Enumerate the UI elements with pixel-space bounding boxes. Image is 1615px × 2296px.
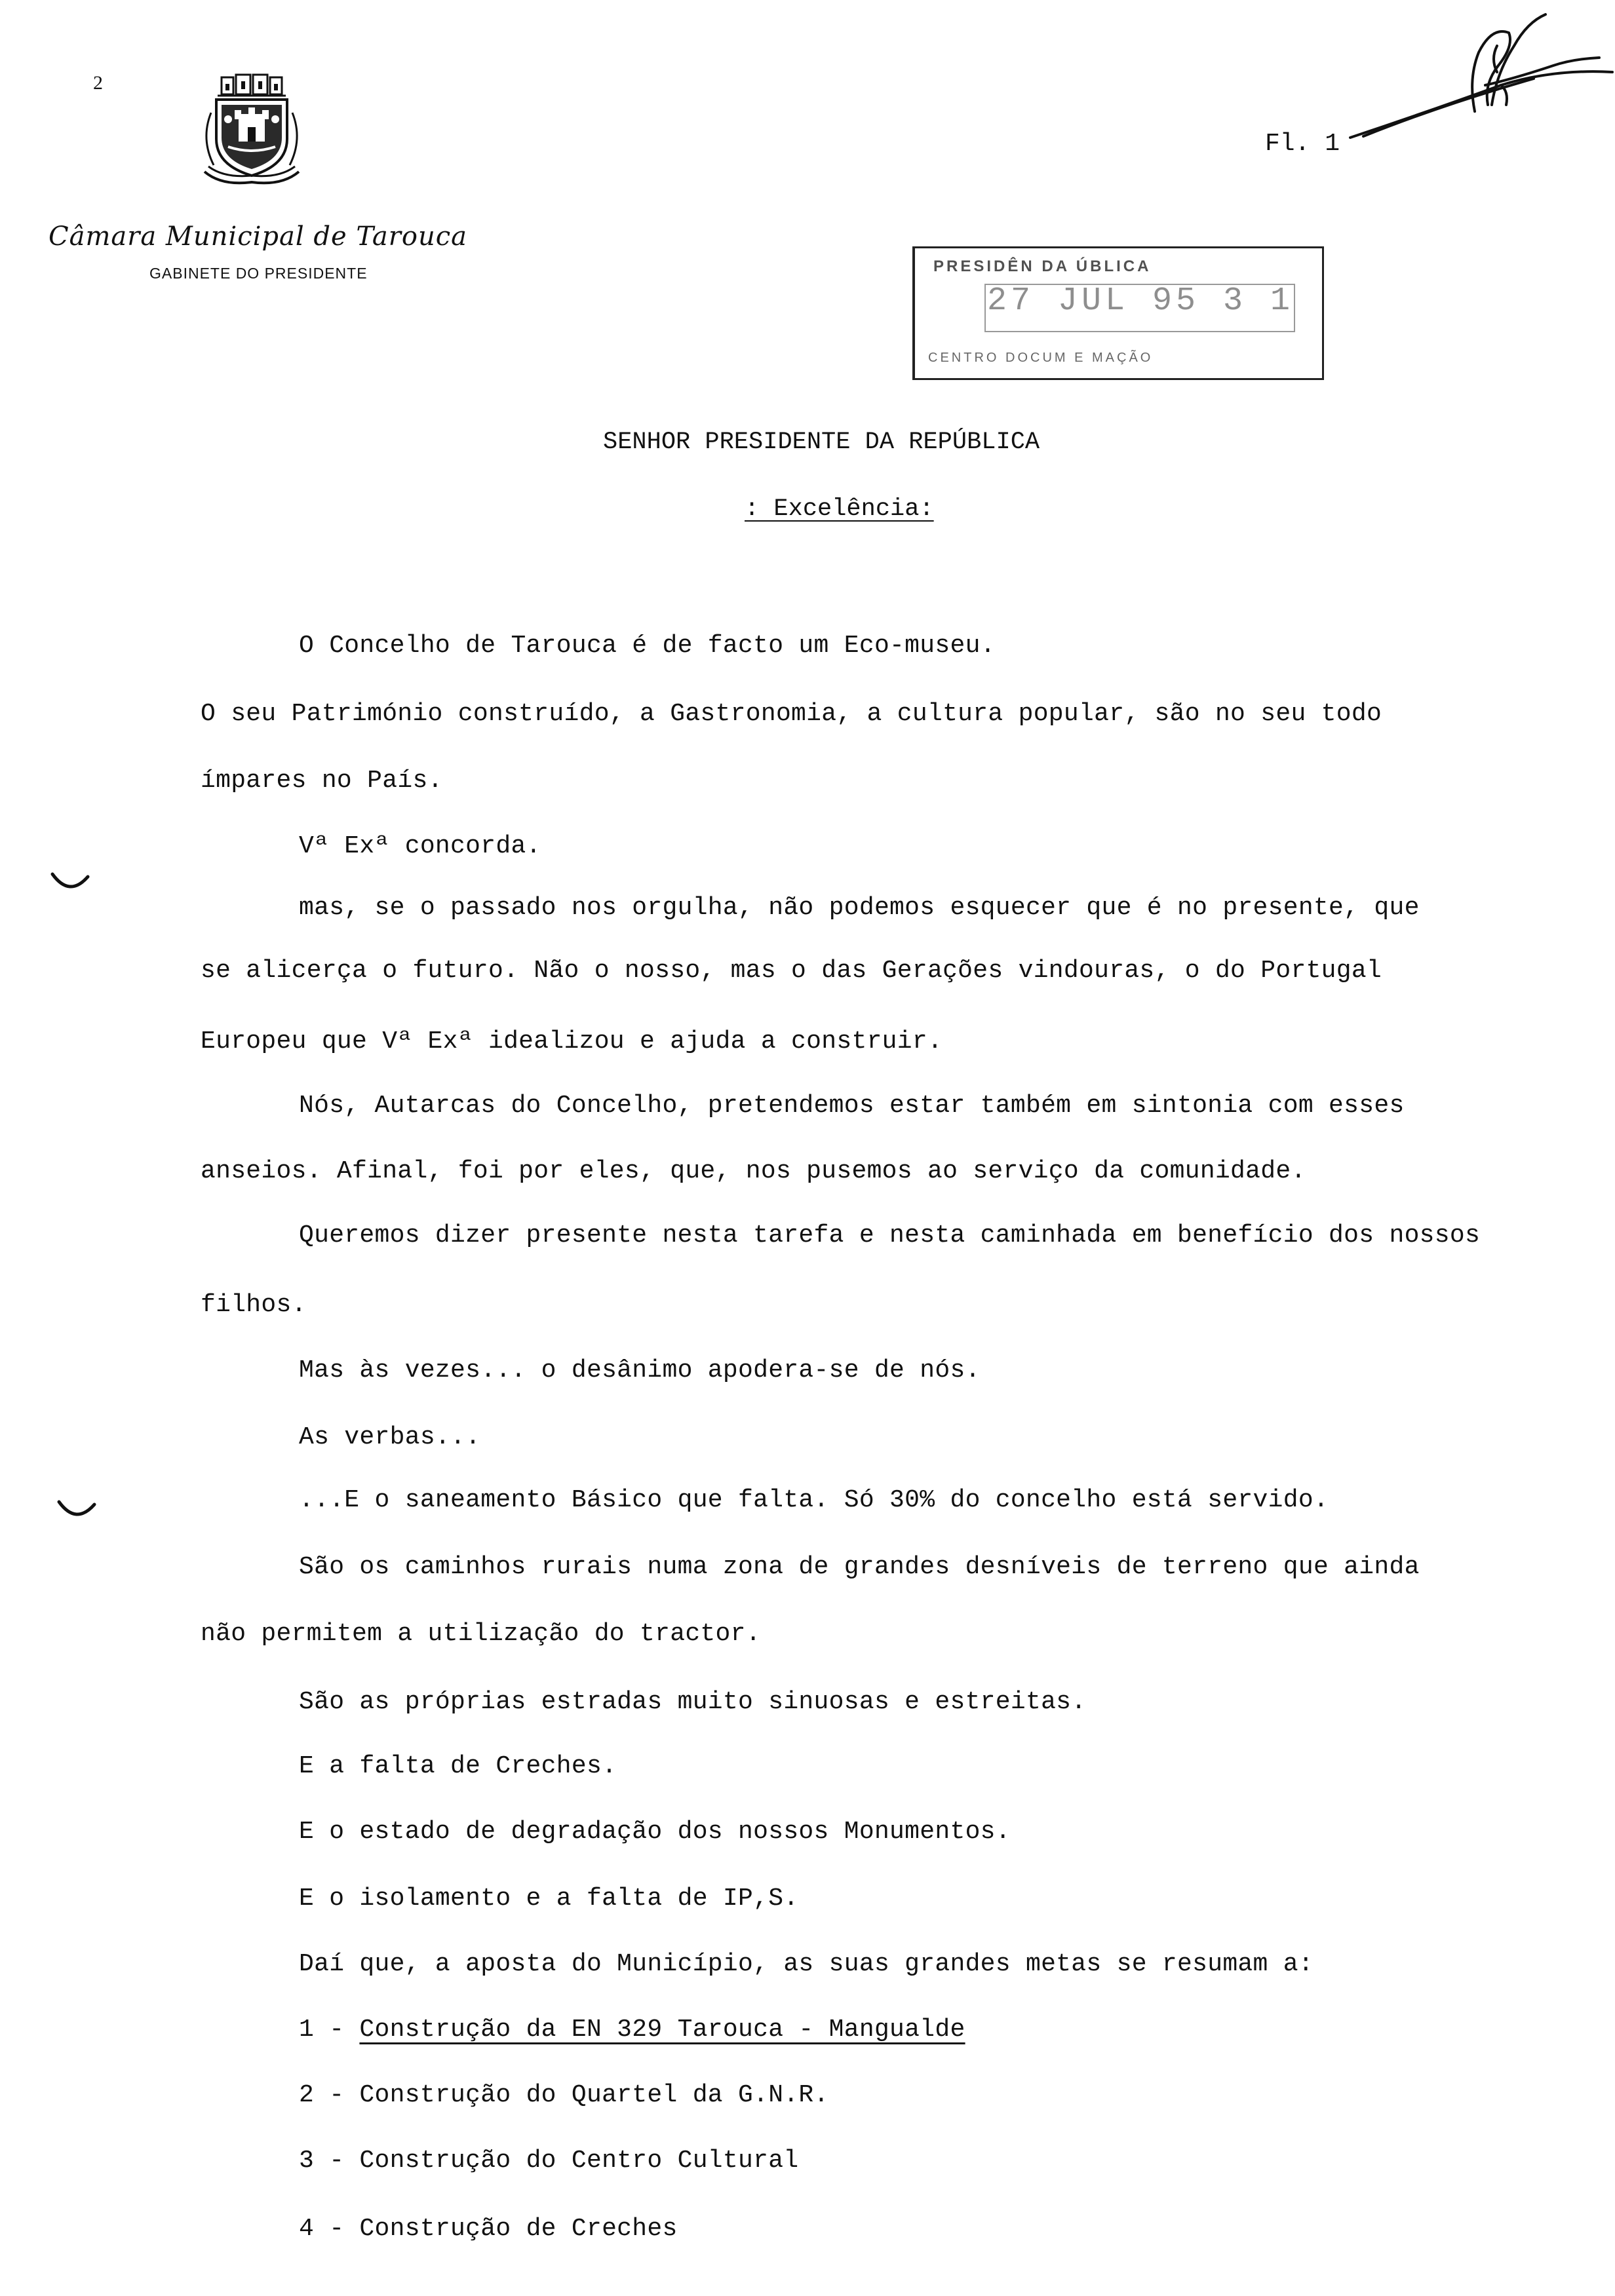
body-line: não permitem a utilização do tractor. [201,1620,761,1648]
goal-number: 4 - [299,2215,345,2243]
stamp-date: 27 JUL 95 3 1 [987,282,1294,320]
address-form: : Excelência: [745,495,934,523]
stamp-top-line: PRESIDÊN DA ÚBLICA [933,258,1152,275]
municipal-coat-of-arms-icon [195,73,308,189]
goal-item [299,2215,678,2243]
body-line: ...E o saneamento Básico que falta. Só 30% do concelho está servido. [299,1486,1329,1514]
goal-item [299,2081,829,2109]
signature-mark [1337,7,1615,157]
body-line: E o isolamento e a falta de IP,S. [299,1885,799,1913]
body-line: Nós, Autarcas do Concelho, pretendemos estar também em sintonia com esses [299,1092,1405,1120]
goal-number: 1 - [299,2016,345,2044]
salutation: SENHOR PRESIDENTE DA REPÚBLICA [603,429,1040,456]
body-line: filhos. [201,1291,307,1319]
body-line: Queremos dizer presente nesta tarefa e nesta caminhada em benefício dos nossos [299,1221,1481,1250]
reception-stamp [912,246,1324,380]
body-line: mas, se o passado nos orgulha, não podemos esquecer que é no presente, que [299,894,1420,922]
corner-mark: 2 [93,72,103,94]
goal-number: 2 - [299,2081,345,2109]
body-line: Mas às vezes... o desânimo apodera-se de nós. [299,1356,981,1385]
goal-text: Construção do Quartel da G.N.R. [359,2081,829,2109]
body-line: As verbas... [299,1423,481,1451]
goal-text: Construção da EN 329 Tarouca - Mangualde [359,2016,965,2044]
body-line: se alicerça o futuro. Não o nosso, mas o das Gerações vindouras, o do Portugal [201,957,1382,985]
folio-number: Fl. 1 [1265,130,1340,158]
body-line: E o estado de degradação dos nossos Monumentos. [299,1818,1011,1846]
body-line: Daí que, a aposta do Município, as suas grandes metas se resumam a: [299,1950,1313,1978]
goal-text: Construção de Creches [359,2215,678,2243]
body-line: O Concelho de Tarouca é de facto um Eco-museu. [299,632,996,660]
stamp-bottom-line: CENTRO DOCUM E MAÇÃO [928,351,1154,365]
body-line: anseios. Afinal, foi por eles, que, nos pusemos ao serviço da comunidade. [201,1157,1306,1185]
body-line: ímpares no País. [201,767,443,795]
goal-item [299,2016,965,2044]
punch-hole-mark [56,1499,97,1521]
body-line: E a falta de Creches. [299,1752,617,1780]
department-name: GABINETE DO PRESIDENTE [149,265,368,282]
body-line: O seu Património construído, a Gastronomia, a cultura popular, são no seu todo [201,700,1382,728]
goal-number: 3 - [299,2147,345,2175]
body-line: Europeu que Vª Exª idealizou e ajuda a construir. [201,1027,943,1056]
organization-name: Câmara Municipal de Tarouca [49,221,467,252]
goal-item [299,2147,798,2175]
goal-text: Construção do Centro Cultural [359,2147,799,2175]
body-line: São as próprias estradas muito sinuosas e estreitas. [299,1688,1087,1716]
body-line: Vª Exª concorda. [299,832,541,860]
punch-hole-mark [50,871,90,894]
body-line: São os caminhos rurais numa zona de grandes desníveis de terreno que ainda [299,1553,1420,1581]
